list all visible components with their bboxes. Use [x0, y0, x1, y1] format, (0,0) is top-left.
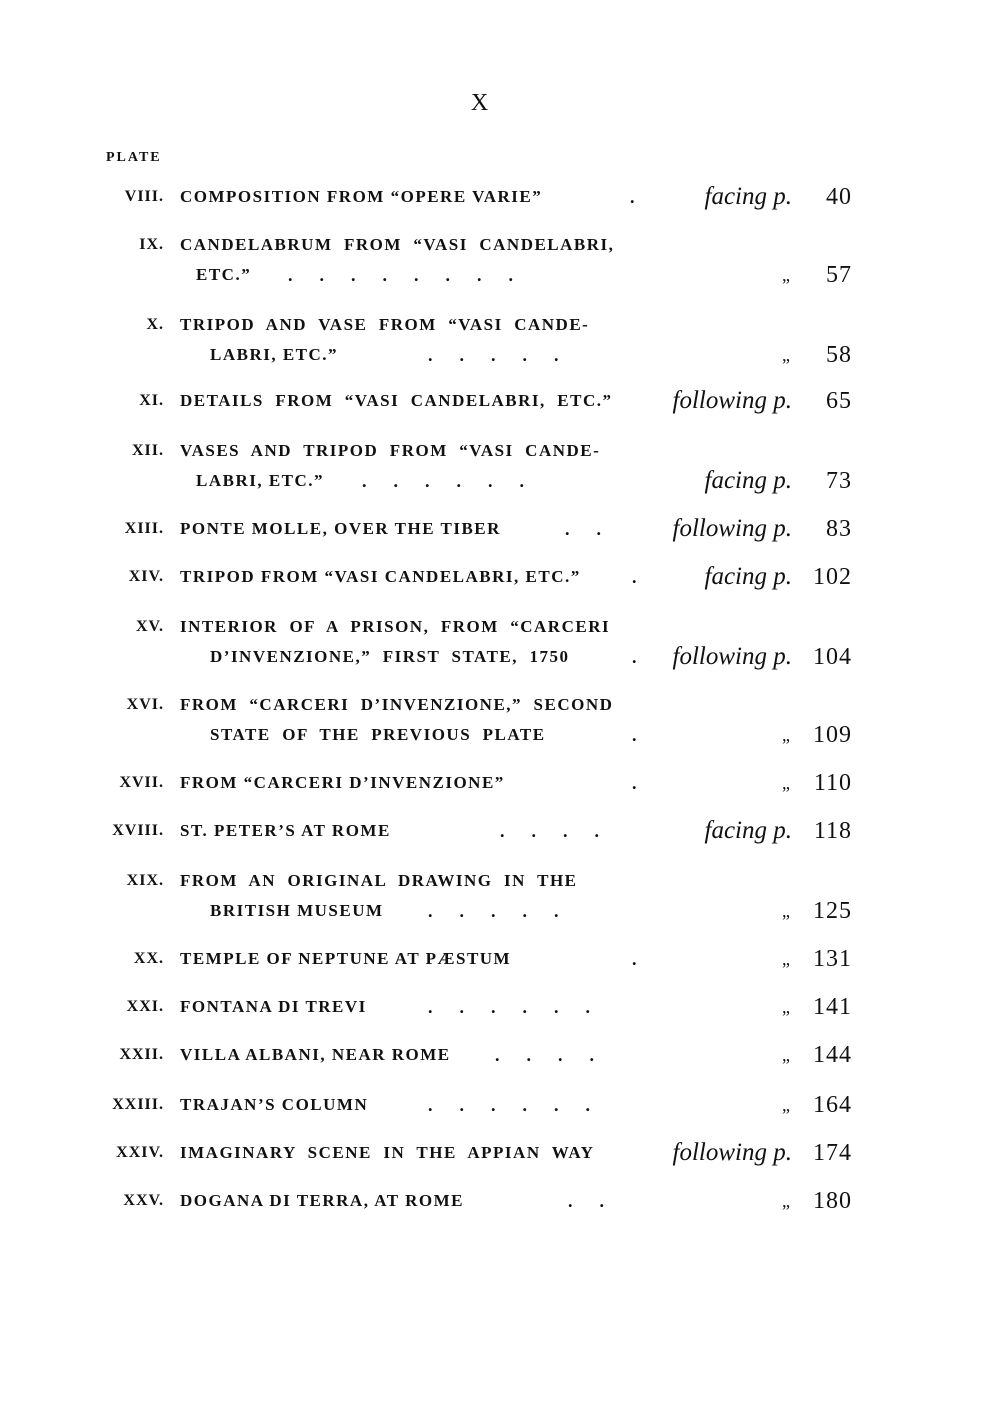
plate-title: FROM “CARCERI D’INVENZIONE” [180, 773, 505, 792]
list-item [0, 562, 1000, 592]
list-item [0, 1186, 1000, 1216]
plate-title: TRIPOD FROM “VASI CANDELABRI, ETC.” [180, 567, 581, 586]
leader-dots: . [632, 567, 637, 587]
page-reference: following p. [672, 515, 792, 542]
plate-number: XVI. [126, 696, 164, 713]
list-item [0, 768, 1000, 798]
page-reference: „ [782, 1095, 790, 1115]
plate-number: XV. [135, 618, 164, 635]
list-item [0, 1090, 1000, 1120]
page-number-ref: 104 [813, 644, 852, 670]
plate-number: XX. [133, 950, 164, 967]
plate-title: LABRI, ETC.” [210, 345, 339, 364]
plate-title: INTERIOR OF A PRISON, FROM “CARCERI [180, 617, 611, 636]
list-item [0, 514, 1000, 544]
plate-title: FROM “CARCERI D’INVENZIONE,” SECOND [180, 695, 614, 714]
leader-dots: . [630, 187, 635, 207]
page-number-ref: 164 [813, 1092, 852, 1118]
plate-number: XXIII. [112, 1096, 164, 1113]
plate-number: XIV. [128, 568, 164, 585]
plate-title: PONTE MOLLE, OVER THE TIBER [180, 519, 501, 538]
page-reference: following p. [672, 387, 792, 414]
plate-title: COMPOSITION FROM “OPERE VARIE” [180, 187, 543, 206]
page-number: X [470, 90, 490, 116]
plate-number: XXV. [123, 1192, 164, 1209]
plate-title: IMAGINARY SCENE IN THE APPIAN WAY [180, 1143, 595, 1162]
page-reference: „ [782, 345, 790, 365]
page-reference: facing p. [704, 467, 792, 494]
plate-title: BRITISH MUSEUM [210, 901, 384, 920]
leader-dots: . [632, 949, 637, 969]
list-item [0, 992, 1000, 1022]
page-reference: following p. [672, 643, 792, 670]
plate-number: XIII. [124, 520, 164, 537]
page-reference: „ [782, 1191, 790, 1211]
plate-title: TRIPOD AND VASE FROM “VASI CANDE- [180, 315, 590, 334]
leader-dots: . . . . . . [362, 471, 524, 491]
page-number-ref: 174 [813, 1140, 852, 1166]
list-item [0, 230, 1000, 260]
page-reference: „ [782, 1045, 790, 1065]
plate-number: IX. [139, 236, 164, 253]
page-number-ref: 118 [813, 818, 852, 844]
list-item [0, 436, 1000, 466]
leader-dots: . [632, 647, 637, 667]
page-number-ref: 40 [826, 184, 852, 210]
plate-title: DOGANA DI TERRA, AT ROME [180, 1191, 464, 1210]
page-reference: facing p. [704, 563, 792, 590]
list-item [0, 944, 1000, 974]
leader-dots: . . . . [495, 1045, 594, 1065]
page-number-ref: 144 [813, 1042, 852, 1068]
plate-number: XVII. [119, 774, 164, 791]
page-number-ref: 73 [826, 468, 852, 494]
page-number-ref: 102 [813, 564, 852, 590]
leader-dots: . [632, 725, 637, 745]
list-item [0, 866, 1000, 896]
list-item [0, 182, 1000, 212]
page-number-ref: 109 [813, 722, 852, 748]
leader-dots: . [632, 773, 637, 793]
page-number-ref: 125 [813, 898, 852, 924]
leader-dots: . . . . . [428, 345, 559, 365]
list-item [0, 1138, 1000, 1168]
plate-title: DETAILS FROM “VASI CANDELABRI, ETC.” [180, 391, 613, 410]
page-reference: „ [782, 265, 790, 285]
plate-heading: PLATE [106, 150, 162, 165]
plate-title: D’INVENZIONE,” FIRST STATE, 1750 [210, 647, 570, 666]
plate-title: FROM AN ORIGINAL DRAWING IN THE [180, 871, 578, 890]
plate-number: XIX. [126, 872, 164, 889]
page-reference: „ [782, 949, 790, 969]
list-item [0, 310, 1000, 340]
list-item [0, 896, 1000, 926]
plate-number: XXIV. [116, 1144, 164, 1161]
plate-title: VILLA ALBANI, NEAR ROME [180, 1045, 451, 1064]
page-number-ref: 110 [813, 770, 852, 796]
list-item [0, 340, 1000, 370]
list-item [0, 1040, 1000, 1070]
leader-dots: . . . . . [428, 901, 559, 921]
page-reference: „ [782, 997, 790, 1017]
page-number-ref: 180 [813, 1188, 852, 1214]
leader-dots: . . . . . . [428, 997, 590, 1017]
leader-dots: . . [568, 1191, 604, 1211]
page-number-ref: 131 [813, 946, 852, 972]
page-reference: facing p. [704, 183, 792, 210]
plate-title: STATE OF THE PREVIOUS PLATE [210, 725, 546, 744]
list-item [0, 690, 1000, 720]
plate-number: VIII. [124, 188, 164, 205]
plate-title: TEMPLE OF NEPTUNE AT PÆSTUM [180, 949, 512, 968]
plate-number: XXII. [119, 1046, 164, 1063]
page-number-ref: 57 [826, 262, 852, 288]
list-item [0, 386, 1000, 416]
page-reference: following p. [672, 1139, 792, 1166]
leader-dots: . . [565, 519, 601, 539]
list-item [0, 642, 1000, 672]
plate-number: XII. [131, 442, 164, 459]
list-item [0, 720, 1000, 750]
leader-dots: . . . . . . . . [288, 265, 513, 285]
plate-title: CANDELABRUM FROM “VASI CANDELABRI, [180, 235, 615, 254]
page-reference: facing p. [704, 817, 792, 844]
page-number-ref: 141 [813, 994, 852, 1020]
plate-title: VASES AND TRIPOD FROM “VASI CANDE- [180, 441, 601, 460]
leader-dots: . . . . . . [428, 1095, 590, 1115]
page-reference: „ [782, 773, 790, 793]
page-reference: „ [782, 901, 790, 921]
leader-dots: . . . . [500, 821, 599, 841]
page-number-ref: 65 [826, 388, 852, 414]
plate-title: FONTANA DI TREVI [180, 997, 367, 1016]
list-item [0, 466, 1000, 496]
list-item [0, 260, 1000, 290]
plate-number: XI. [139, 392, 164, 409]
page-number-ref: 58 [826, 342, 852, 368]
plate-number: XVIII. [112, 822, 164, 839]
plate-title: TRAJAN’S COLUMN [180, 1095, 369, 1114]
plate-number: X. [146, 316, 164, 333]
page-number-ref: 83 [826, 516, 852, 542]
list-item [0, 816, 1000, 846]
plate-title: ETC.” [196, 265, 252, 284]
plate-title: LABRI, ETC.” [196, 471, 325, 490]
plate-number: XXI. [126, 998, 164, 1015]
page-reference: „ [782, 725, 790, 745]
list-item [0, 612, 1000, 642]
plate-title: ST. PETER’S AT ROME [180, 821, 391, 840]
